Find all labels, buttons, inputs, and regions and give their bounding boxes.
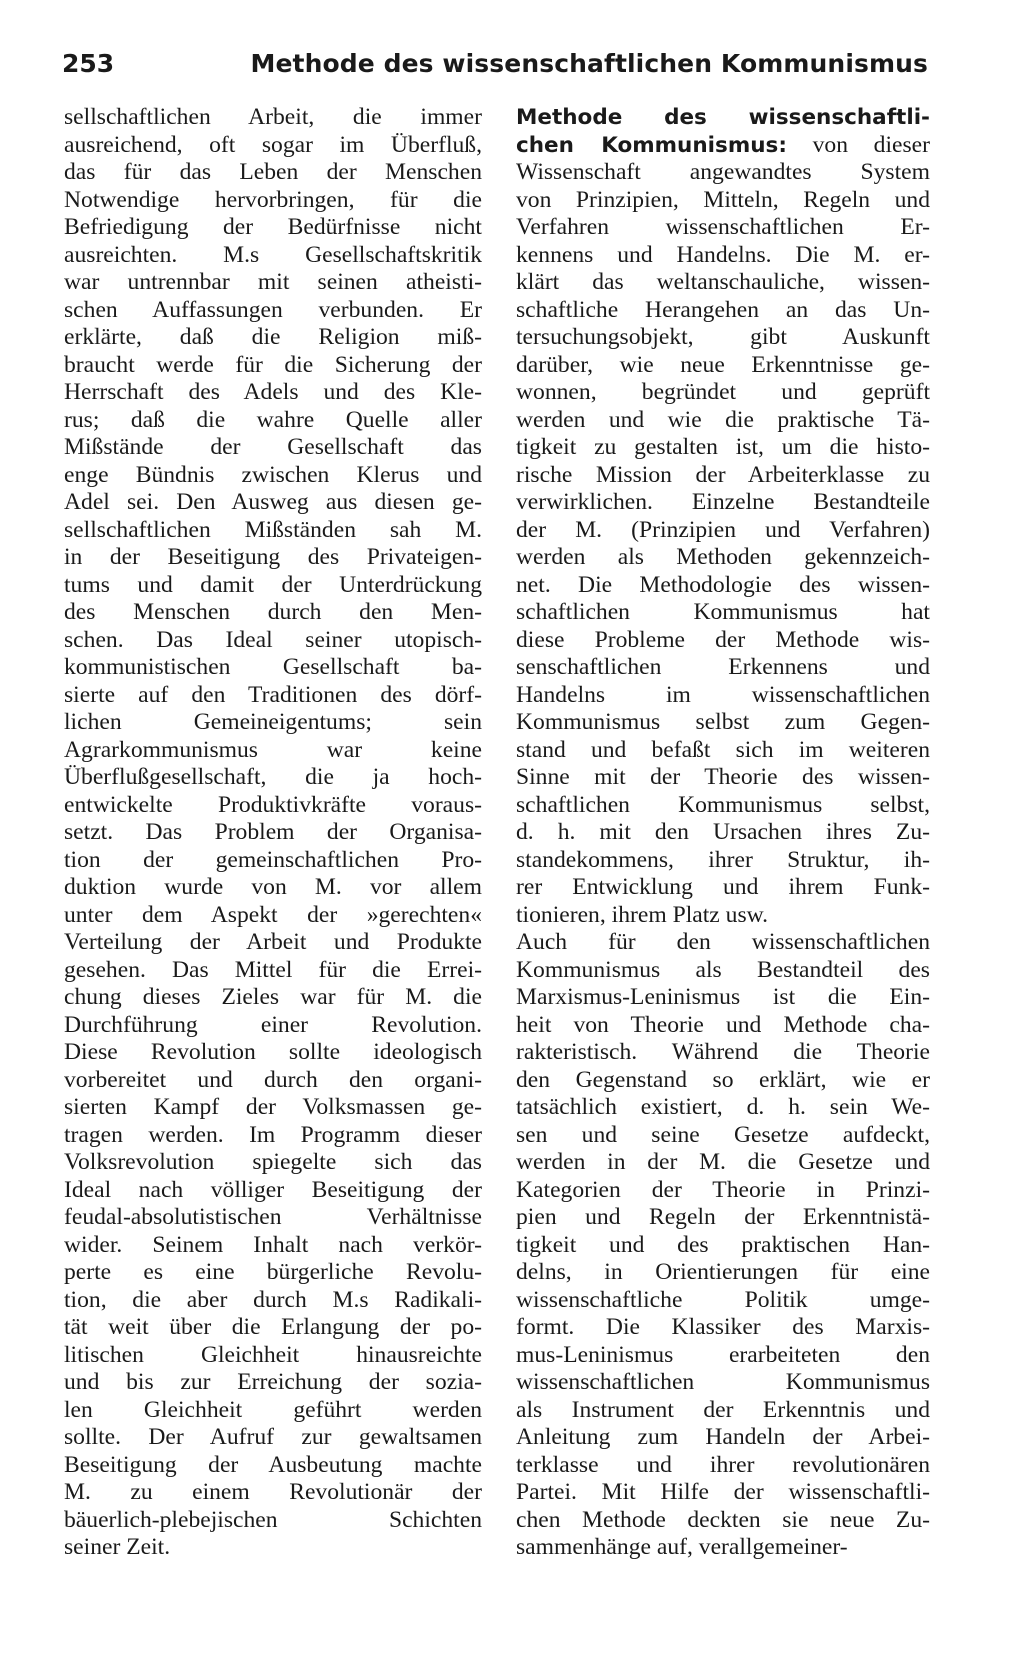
text-line: werden in der M. die Gesetze und (516, 1149, 930, 1175)
text-line: perte es eine bürgerliche Revolu- (64, 1259, 482, 1285)
text-line: Herrschaft des Adels und des Kle- (64, 379, 482, 405)
text-line: lichen Gemeineigentums; sein (64, 709, 482, 735)
text-line: werden und wie die praktische Tä- (516, 406, 930, 433)
text-line: Auch für den wissenschaftlichen (516, 929, 930, 955)
text-line: ausreichten. M.s Gesellschaftskritik (64, 241, 482, 268)
left-column (64, 104, 482, 1560)
text-line: Durchführung einer Revolution. (64, 1011, 482, 1038)
text-line: Handelns im wissenschaftlichen (516, 681, 930, 708)
page-number: 253 (62, 49, 115, 78)
text-line: schaftliche Herangehen an das Un- (516, 296, 930, 323)
text-line: darüber, wie neue Erkenntnisse ge- (516, 351, 930, 378)
text-line: Kategorien der Theorie in Prinzi- (516, 1176, 930, 1203)
text-line: ausreichend, oft sogar im Überfluß, (64, 131, 482, 158)
text-line: tionieren, ihrem Platz usw. (516, 901, 769, 928)
text-line: len Gleichheit geführt werden (64, 1396, 482, 1423)
text-line: Wissenschaft angewandtes System (516, 159, 930, 185)
text-line: Beseitigung der Ausbeutung machte (64, 1451, 482, 1478)
text-line: seiner Zeit. (64, 1534, 171, 1560)
text-line: mus-Leninismus erarbeiteten den (516, 1341, 930, 1368)
definition-start: von dieser (786, 131, 930, 158)
text-line: schaftlichen Kommunismus selbst, (516, 791, 930, 818)
text-line: sellschaftlichen Arbeit, die immer (64, 104, 482, 130)
text-line: vorbereitet und durch den organi- (64, 1066, 482, 1093)
text-line: sammenhänge auf, verallgemeiner- (516, 1534, 848, 1560)
text-line: rus; daß die wahre Quelle aller (64, 406, 482, 433)
text-line: rakteristisch. Während die Theorie (516, 1039, 930, 1065)
text-line: enge Bündnis zwischen Klerus und (64, 461, 482, 488)
text-line: diese Probleme der Methode wis- (516, 626, 930, 653)
text-line: Anleitung zum Handeln der Arbei- (516, 1424, 930, 1450)
entry-headword-line (516, 132, 930, 160)
text-line: Kommunismus selbst zum Gegen- (516, 709, 930, 735)
text-line: Diese Revolution sollte ideologisch (64, 1039, 482, 1065)
text-line: net. Die Methodologie des wissen- (516, 571, 930, 598)
text-line: formt. Die Klassiker des Marxis- (516, 1314, 930, 1340)
text-line: schen. Das Ideal seiner utopisch- (64, 626, 482, 653)
right-column (516, 104, 930, 1560)
text-line: den Gegenstand so erklärt, wie er (516, 1066, 930, 1093)
text-line: der M. (Prinzipien und Verfahren) (516, 516, 930, 543)
page-header (62, 44, 928, 84)
running-head: Methode des wissenschaftlichen Kommunismus (250, 49, 928, 78)
text-line: Überflußgesellschaft, die ja hoch- (64, 764, 482, 790)
text-line: Ideal nach völliger Beseitigung der (64, 1176, 482, 1203)
text-line: sierte auf den Traditionen des dörf- (64, 681, 482, 708)
text-line: von Prinzipien, Mitteln, Regeln und (516, 186, 930, 213)
text-line: wider. Seinem Inhalt nach verkör- (64, 1231, 482, 1258)
text-line: schen Auffassungen verbunden. Er (64, 296, 482, 323)
text-line: chen Methode deckten sie neue Zu- (516, 1506, 930, 1533)
text-line: litischen Gleichheit hinausreichte (64, 1341, 482, 1368)
text-line: des Menschen durch den Men- (64, 599, 482, 625)
text-line: tigkeit und des praktischen Han- (516, 1231, 930, 1258)
text-line: Notwendige hervorbringen, für die (64, 186, 482, 213)
text-line: als Instrument der Erkenntnis und (516, 1396, 930, 1423)
text-line: tion, die aber durch M.s Radikali- (64, 1286, 482, 1313)
text-line: Agrarkommunismus war keine (64, 736, 482, 763)
text-line: wissenschaftliche Politik umge- (516, 1286, 930, 1313)
text-line: kennens und Handelns. Die M. er- (516, 241, 930, 268)
text-line: rische Mission der Arbeiterklasse zu (516, 461, 930, 488)
text-line: Volksrevolution spiegelte sich das (64, 1149, 482, 1175)
text-line: wonnen, begründet und geprüft (516, 379, 930, 405)
text-line: kommunistischen Gesellschaft ba- (64, 654, 482, 680)
text-line: tums und damit der Unterdrückung (64, 571, 482, 598)
entry-headword-continued: chen Kommunismus: (516, 132, 787, 158)
text-line: Kommunismus als Bestandteil des (516, 956, 930, 983)
text-line: wissenschaftlichen Kommunismus (516, 1369, 930, 1395)
text-line: sollte. Der Aufruf zur gewaltsamen (64, 1424, 482, 1450)
text-line: Partei. Mit Hilfe der wissenschaftli- (516, 1479, 930, 1505)
entry-headword-line (516, 104, 930, 132)
text-line: werden als Methoden gekennzeich- (516, 544, 930, 570)
text-line: Sinne mit der Theorie des wissen- (516, 764, 930, 790)
text-line: verwirklichen. Einzelne Bestandteile (516, 489, 930, 515)
text-line: M. zu einem Revolutionär der (64, 1479, 482, 1505)
text-line: braucht werde für die Sicherung der (64, 351, 482, 378)
text-line: Mißstände der Gesellschaft das (64, 434, 482, 460)
text-line: schaftlichen Kommunismus hat (516, 599, 930, 625)
text-line: entwickelte Produktivkräfte voraus- (64, 791, 482, 818)
text-line: tigkeit zu gestalten ist, um die histo- (516, 434, 930, 460)
text-line: terklasse und ihrer revolutionären (516, 1451, 930, 1478)
text-line: tät weit über die Erlangung der po- (64, 1314, 482, 1340)
text-line: unter dem Aspekt der »gerechten« (64, 901, 482, 928)
text-line: tion der gemeinschaftlichen Pro- (64, 846, 482, 873)
text-line: war untrennbar mit seinen atheisti- (64, 269, 482, 295)
text-line: chung dieses Zieles war für M. die (64, 984, 482, 1010)
text-line: gesehen. Das Mittel für die Errei- (64, 956, 482, 983)
text-line: rer Entwicklung und ihrem Funk- (516, 874, 930, 900)
text-line: und bis zur Erreichung der sozia- (64, 1369, 482, 1395)
text-line: klärt das weltanschauliche, wissen- (516, 269, 930, 295)
text-line: heit von Theorie und Methode cha- (516, 1011, 930, 1038)
text-line: standekommens, ihrer Struktur, ih- (516, 846, 930, 873)
text-line: senschaftlichen Erkennens und (516, 654, 930, 680)
text-line: sen und seine Gesetze aufdeckt, (516, 1121, 930, 1148)
entry-headword: Methode des wissenschaftli- (516, 105, 930, 130)
text-line: sierten Kampf der Volksmassen ge- (64, 1094, 482, 1120)
text-line: Verfahren wissenschaftlichen Er- (516, 214, 930, 240)
text-line: stand und befaßt sich im weiteren (516, 736, 930, 763)
text-line: tatsächlich existiert, d. h. sein We- (516, 1094, 930, 1120)
text-line: setzt. Das Problem der Organisa- (64, 819, 482, 845)
text-line: Adel sei. Den Ausweg aus diesen ge- (64, 489, 482, 515)
text-line: sellschaftlichen Mißständen sah M. (64, 516, 482, 543)
text-line: erklärte, daß die Religion miß- (64, 324, 482, 350)
text-line: Marxismus-Leninismus ist die Ein- (516, 984, 930, 1010)
text-line: tragen werden. Im Programm dieser (64, 1121, 482, 1148)
text-line: bäuerlich-plebejischen Schichten (64, 1506, 482, 1533)
text-line: Befriedigung der Bedürfnisse nicht (64, 214, 482, 240)
text-line: feudal-absolutistischen Verhältnisse (64, 1204, 482, 1230)
text-line: duktion wurde von M. vor allem (64, 874, 482, 900)
text-line: delns, in Orientierungen für eine (516, 1259, 930, 1285)
text-line: d. h. mit den Ursachen ihres Zu- (516, 819, 930, 845)
text-line: das für das Leben der Menschen (64, 159, 482, 185)
text-line: in der Beseitigung des Privateigen- (64, 544, 482, 570)
text-line: Verteilung der Arbeit und Produkte (64, 929, 482, 955)
text-line: tersuchungsobjekt, gibt Auskunft (516, 324, 930, 350)
text-line: pien und Regeln der Erkenntnistä- (516, 1204, 930, 1230)
